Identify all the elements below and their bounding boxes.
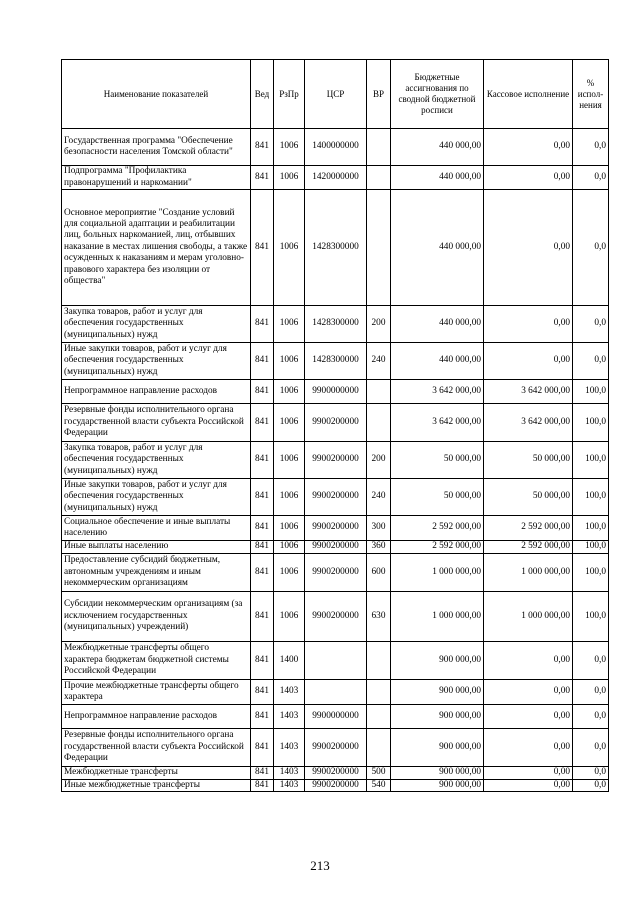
row-percent: 100,0	[573, 479, 609, 516]
row-cash: 1 000 000,00	[484, 554, 573, 592]
row-allocation: 900 000,00	[391, 642, 484, 680]
row-percent: 0,0	[573, 705, 609, 729]
row-percent: 0,0	[573, 190, 609, 306]
row-percent: 0,0	[573, 680, 609, 705]
row-rzpr: 1403	[274, 767, 305, 780]
row-cash: 0,00	[484, 680, 573, 705]
row-allocation: 3 642 000,00	[391, 380, 484, 404]
table-row	[62, 780, 609, 792]
header-rzpr: РзПр	[274, 60, 305, 129]
row-rzpr: 1403	[274, 680, 305, 705]
row-vr: 240	[367, 343, 391, 380]
row-csr: 9900200000	[305, 479, 367, 516]
table-row	[62, 479, 609, 516]
table-row	[62, 343, 609, 380]
row-name: Закупка товаров, работ и услуг для обеспечения государственных (муниципальных) нужд	[62, 442, 251, 479]
row-allocation: 50 000,00	[391, 442, 484, 479]
row-vr: 500	[367, 767, 391, 780]
row-name: Резервные фонды исполнительного органа государственной власти субъекта Российской Федерации	[62, 729, 251, 767]
row-name: Прочие межбюджетные трансферты общего характера	[62, 680, 251, 705]
row-allocation: 440 000,00	[391, 306, 484, 343]
row-cash: 0,00	[484, 642, 573, 680]
row-percent: 0,0	[573, 767, 609, 780]
row-cash: 50 000,00	[484, 442, 573, 479]
row-vr	[367, 166, 391, 190]
row-ved: 841	[251, 343, 274, 380]
row-csr: 9900200000	[305, 592, 367, 642]
row-rzpr: 1006	[274, 516, 305, 541]
row-percent: 100,0	[573, 541, 609, 554]
row-name: Межбюджетные трансферты	[62, 767, 251, 780]
row-name: Резервные фонды исполнительного органа государственной власти субъекта Российской Федерации	[62, 404, 251, 442]
row-rzpr: 1006	[274, 166, 305, 190]
row-allocation: 50 000,00	[391, 479, 484, 516]
table-row	[62, 705, 609, 729]
row-rzpr: 1403	[274, 780, 305, 792]
row-rzpr: 1006	[274, 380, 305, 404]
row-vr: 200	[367, 442, 391, 479]
row-name: Подпрограмма "Профилактика правонарушений и наркомании"	[62, 166, 251, 190]
row-rzpr: 1006	[274, 343, 305, 380]
row-percent: 0,0	[573, 306, 609, 343]
row-csr: 9900200000	[305, 767, 367, 780]
row-name: Субсидии некоммерческим организациям (за исключением государственных (муниципальных) учреждений)	[62, 592, 251, 642]
header-vr: ВР	[367, 60, 391, 129]
row-ved: 841	[251, 516, 274, 541]
row-cash: 0,00	[484, 729, 573, 767]
header-allocations: Бюджетные ассигнования по сводной бюджетной росписи	[391, 60, 484, 129]
row-name: Иные межбюджетные трансферты	[62, 780, 251, 792]
row-cash: 0,00	[484, 767, 573, 780]
row-percent: 0,0	[573, 642, 609, 680]
row-csr: 9900200000	[305, 442, 367, 479]
row-allocation: 1 000 000,00	[391, 554, 484, 592]
row-percent: 0,0	[573, 729, 609, 767]
row-ved: 841	[251, 592, 274, 642]
row-allocation: 1 000 000,00	[391, 592, 484, 642]
row-rzpr: 1006	[274, 554, 305, 592]
row-csr: 9900200000	[305, 541, 367, 554]
row-percent: 100,0	[573, 592, 609, 642]
row-rzpr: 1403	[274, 729, 305, 767]
row-percent: 100,0	[573, 554, 609, 592]
row-name: Иные закупки товаров, работ и услуг для обеспечения государственных (муниципальных) нужд	[62, 479, 251, 516]
row-ved: 841	[251, 554, 274, 592]
row-vr	[367, 680, 391, 705]
table-row	[62, 442, 609, 479]
row-percent: 0,0	[573, 166, 609, 190]
row-allocation: 3 642 000,00	[391, 404, 484, 442]
table-row	[62, 129, 609, 166]
row-name: Непрограммное направление расходов	[62, 380, 251, 404]
table-row	[62, 729, 609, 767]
table-row	[62, 642, 609, 680]
header-cash: Кассовое исполнение	[484, 60, 573, 129]
row-name: Основное мероприятие "Создание условий для социальной адаптации и реабилитации лиц, больных наркоманией, лиц, отбывших наказание в местах лишения свободы, а также осужденных к наказаниям и мерам уголовно-правового характера без изоляции от общества"	[62, 190, 251, 306]
row-rzpr: 1006	[274, 190, 305, 306]
row-vr	[367, 642, 391, 680]
row-cash: 0,00	[484, 190, 573, 306]
row-csr: 1400000000	[305, 129, 367, 166]
row-percent: 100,0	[573, 404, 609, 442]
table-row	[62, 541, 609, 554]
row-name: Закупка товаров, работ и услуг для обеспечения государственных (муниципальных) нужд	[62, 306, 251, 343]
row-ved: 841	[251, 306, 274, 343]
row-allocation: 2 592 000,00	[391, 541, 484, 554]
table-row	[62, 166, 609, 190]
row-name: Межбюджетные трансферты общего характера бюджетам бюджетной системы Российской Федерации	[62, 642, 251, 680]
row-allocation: 900 000,00	[391, 705, 484, 729]
row-allocation: 440 000,00	[391, 190, 484, 306]
header-ved: Вед	[251, 60, 274, 129]
row-cash: 0,00	[484, 780, 573, 792]
row-cash: 0,00	[484, 705, 573, 729]
row-rzpr: 1006	[274, 479, 305, 516]
row-ved: 841	[251, 729, 274, 767]
row-csr: 1428300000	[305, 343, 367, 380]
row-allocation: 900 000,00	[391, 780, 484, 792]
row-rzpr: 1006	[274, 129, 305, 166]
row-vr	[367, 729, 391, 767]
row-csr: 9900200000	[305, 554, 367, 592]
row-ved: 841	[251, 190, 274, 306]
row-cash: 3 642 000,00	[484, 380, 573, 404]
table-row	[62, 190, 609, 306]
row-csr: 9900200000	[305, 729, 367, 767]
row-allocation: 900 000,00	[391, 767, 484, 780]
row-rzpr: 1006	[274, 442, 305, 479]
row-name: Социальное обеспечение и иные выплаты населению	[62, 516, 251, 541]
row-rzpr: 1006	[274, 306, 305, 343]
row-allocation: 900 000,00	[391, 729, 484, 767]
row-rzpr: 1006	[274, 404, 305, 442]
row-cash: 0,00	[484, 306, 573, 343]
table-row	[62, 380, 609, 404]
row-vr	[367, 705, 391, 729]
row-csr: 1428300000	[305, 306, 367, 343]
row-cash: 0,00	[484, 129, 573, 166]
row-csr: 9900000000	[305, 705, 367, 729]
row-vr: 240	[367, 479, 391, 516]
row-ved: 841	[251, 780, 274, 792]
row-vr: 360	[367, 541, 391, 554]
row-ved: 841	[251, 442, 274, 479]
table-row	[62, 516, 609, 541]
row-ved: 841	[251, 380, 274, 404]
row-csr: 9900200000	[305, 404, 367, 442]
row-cash: 2 592 000,00	[484, 516, 573, 541]
row-cash: 3 642 000,00	[484, 404, 573, 442]
row-csr: 1420000000	[305, 166, 367, 190]
row-csr	[305, 642, 367, 680]
row-vr: 540	[367, 780, 391, 792]
row-ved: 841	[251, 166, 274, 190]
row-rzpr: 1006	[274, 541, 305, 554]
row-allocation: 2 592 000,00	[391, 516, 484, 541]
row-name: Предоставление субсидий бюджетным, автономным учреждениям и иным некоммерческим организациям	[62, 554, 251, 592]
row-allocation: 440 000,00	[391, 166, 484, 190]
row-csr: 1428300000	[305, 190, 367, 306]
header-percent: % испол-нения	[573, 60, 609, 129]
row-cash: 0,00	[484, 343, 573, 380]
row-allocation: 440 000,00	[391, 129, 484, 166]
header-csr: ЦСР	[305, 60, 367, 129]
table-body	[62, 129, 609, 792]
table-row	[62, 680, 609, 705]
row-allocation: 440 000,00	[391, 343, 484, 380]
row-cash: 2 592 000,00	[484, 541, 573, 554]
table-row	[62, 767, 609, 780]
row-vr	[367, 190, 391, 306]
row-name: Иные закупки товаров, работ и услуг для обеспечения государственных (муниципальных) нужд	[62, 343, 251, 380]
row-ved: 841	[251, 680, 274, 705]
row-ved: 841	[251, 642, 274, 680]
row-percent: 0,0	[573, 129, 609, 166]
row-vr: 600	[367, 554, 391, 592]
row-name: Государственная программа "Обеспечение безопасности населения Томской области"	[62, 129, 251, 166]
row-rzpr: 1400	[274, 642, 305, 680]
row-ved: 841	[251, 404, 274, 442]
row-vr	[367, 404, 391, 442]
row-csr: 9900000000	[305, 380, 367, 404]
table-row	[62, 592, 609, 642]
table-row	[62, 404, 609, 442]
table-header-row	[62, 60, 609, 129]
row-percent: 100,0	[573, 380, 609, 404]
row-rzpr: 1006	[274, 592, 305, 642]
row-cash: 0,00	[484, 166, 573, 190]
row-percent: 100,0	[573, 516, 609, 541]
row-rzpr: 1403	[274, 705, 305, 729]
row-percent: 0,0	[573, 780, 609, 792]
row-vr	[367, 380, 391, 404]
row-vr	[367, 129, 391, 166]
table-row	[62, 306, 609, 343]
row-ved: 841	[251, 129, 274, 166]
row-ved: 841	[251, 479, 274, 516]
header-name: Наименование показателей	[62, 60, 251, 129]
row-ved: 841	[251, 541, 274, 554]
row-allocation: 900 000,00	[391, 680, 484, 705]
budget-table	[61, 59, 609, 792]
table-row	[62, 554, 609, 592]
row-csr: 9900200000	[305, 780, 367, 792]
row-ved: 841	[251, 705, 274, 729]
row-cash: 1 000 000,00	[484, 592, 573, 642]
row-csr	[305, 680, 367, 705]
row-vr: 200	[367, 306, 391, 343]
row-vr: 300	[367, 516, 391, 541]
row-vr: 630	[367, 592, 391, 642]
row-name: Иные выплаты населению	[62, 541, 251, 554]
row-csr: 9900200000	[305, 516, 367, 541]
row-percent: 100,0	[573, 442, 609, 479]
row-name: Непрограммное направление расходов	[62, 705, 251, 729]
row-ved: 841	[251, 767, 274, 780]
page-number: 213	[310, 858, 330, 873]
row-percent: 0,0	[573, 343, 609, 380]
row-cash: 50 000,00	[484, 479, 573, 516]
